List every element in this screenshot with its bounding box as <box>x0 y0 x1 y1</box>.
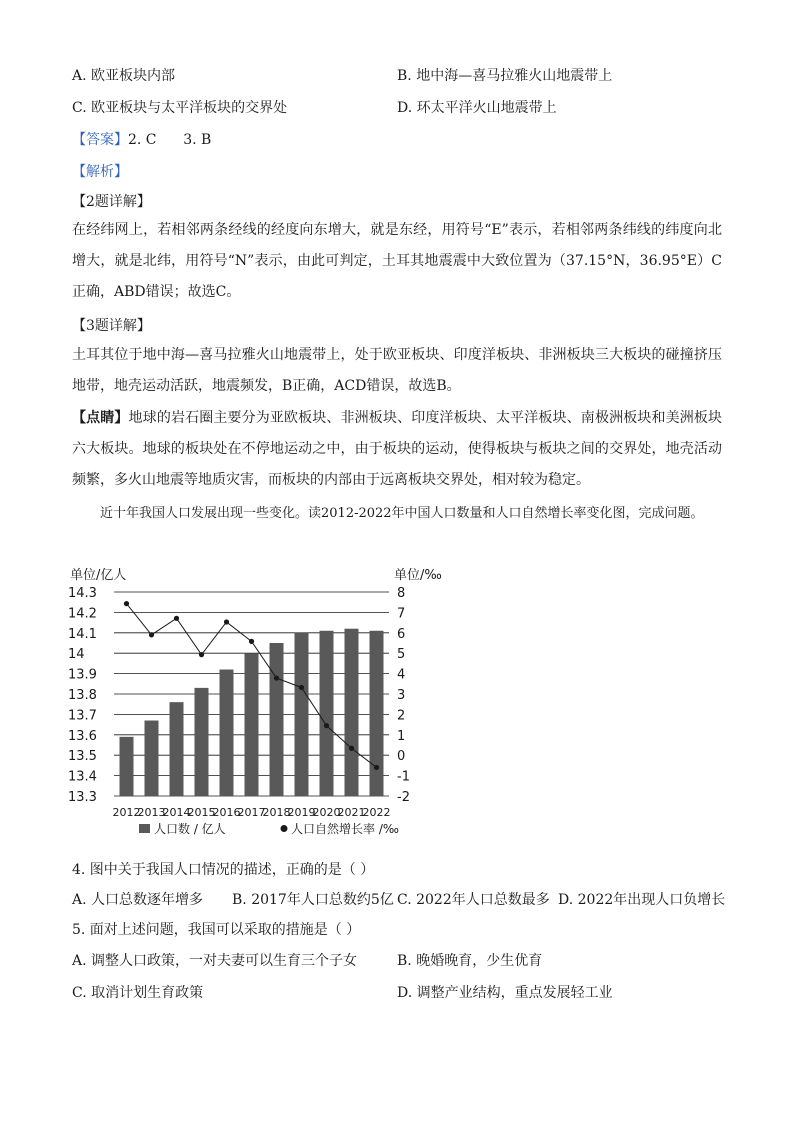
answer-text: 2. C 3. B <box>128 132 212 148</box>
q1-option-c: C. 欧亚板块与太平洋板块的交界处 <box>72 100 288 116</box>
y-tick-right: 6 <box>397 626 406 642</box>
y-tick-left: 14.2 <box>68 606 97 622</box>
legend-line-marker <box>281 825 288 832</box>
q5-option-d: D. 调整产业结构，重点发展轻工业 <box>397 985 613 1001</box>
y-tick-right: 0 <box>397 749 406 765</box>
q4-option-a: A. 人口总数逐年增多 <box>72 892 204 908</box>
line-point-2017 <box>249 639 254 644</box>
bar-2020 <box>320 631 334 796</box>
bar-2016 <box>220 670 234 796</box>
bar-2014 <box>170 702 184 796</box>
analysis-label: 【解析】 <box>72 164 128 180</box>
x-tick-label: 2016 <box>212 806 241 819</box>
question-intro <box>72 498 724 529</box>
y-tick-right: 7 <box>397 606 406 622</box>
y-tick-left: 13.9 <box>68 667 97 683</box>
x-tick-label: 2022 <box>362 806 391 819</box>
y-tick-left: 13.6 <box>68 728 97 744</box>
q1-option-a: A. 欧亚板块内部 <box>72 68 176 84</box>
line-point-2015 <box>199 652 204 657</box>
legend-line-label: 人口自然增长率 /‰ <box>291 822 399 836</box>
tip-label: 【点睛】 <box>72 410 129 426</box>
x-tick-label: 2015 <box>187 806 216 819</box>
y-tick-left: 14 <box>68 647 85 663</box>
bar-2015 <box>195 688 209 796</box>
x-tick-label: 2013 <box>137 806 166 819</box>
population-chart <box>66 562 456 844</box>
chart-legend <box>139 821 399 836</box>
y-tick-right: 5 <box>397 647 406 663</box>
y-tick-right: -1 <box>397 769 410 785</box>
x-tick-label: 2012 <box>112 806 141 819</box>
line-point-2013 <box>149 632 154 637</box>
x-tick-label: 2019 <box>287 806 316 819</box>
q4-option-d: D. 2022年出现人口负增长 <box>558 892 726 908</box>
intro-text: 近十年我国人口发展出现一些变化。读2012-2022年中国人口数量和人口自然增长率变化图，完成问题。 <box>100 506 704 521</box>
y-tick-right: 1 <box>397 728 406 744</box>
line-point-2014 <box>174 616 179 621</box>
chart-ylabel-left: 单位/亿人 <box>70 568 127 583</box>
legend-bar-swatch <box>139 824 150 833</box>
line-point-2016 <box>224 619 229 624</box>
x-tick-label: 2021 <box>337 806 366 819</box>
bar-2019 <box>295 633 309 796</box>
chart-ticks <box>68 586 410 819</box>
chart-bars <box>120 629 384 796</box>
tip-text: 地球的岩石圈主要分为亚欧板块、非洲板块、印度洋板块、太平洋板块、南极洲板块和美洲板块六大板块。地球的板块处在不停地运动之中，由于板块的运动，使得板块与板块之间的交界处，地壳活动频繁，多火山地震等地质灾害，而板块的内部由于远离板块交界处，相对较为稳定。 <box>72 410 723 488</box>
line-point-2021 <box>349 746 354 751</box>
chart-ylabel-right: 单位/‰ <box>394 568 442 583</box>
answer-label: 【答案】 <box>72 132 128 148</box>
line-point-2022 <box>374 765 379 770</box>
y-tick-left: 13.5 <box>68 749 97 765</box>
line-point-2020 <box>324 723 329 728</box>
x-tick-label: 2014 <box>162 806 191 819</box>
y-tick-left: 13.7 <box>68 708 97 724</box>
tip-paragraph <box>72 403 722 496</box>
line-point-2019 <box>299 685 304 690</box>
bar-2022 <box>370 631 384 796</box>
y-tick-left: 13.8 <box>68 688 97 703</box>
q1-option-d: D. 环太平洋火山地震带上 <box>397 100 557 116</box>
bar-2017 <box>245 653 259 796</box>
detail3-text: 土耳其位于地中海—喜马拉雅火山地震带上，处于欧亚板块、印度洋板块、非洲板块三大板块的碰撞挤压地带，地壳运动活跃，地震频发，B正确，ACD错误，故选B。 <box>72 347 722 394</box>
answer-line <box>72 130 211 150</box>
q4-stem: 4. 图中关于我国人口情况的描述，正确的是（ ） <box>72 862 375 878</box>
q5-option-a: A. 调整人口政策，一对夫妻可以生育三个子女 <box>72 953 358 969</box>
x-tick-label: 2020 <box>312 806 341 819</box>
y-tick-left: 13.3 <box>68 790 97 805</box>
bar-2021 <box>345 629 359 796</box>
detail2-label: 【2题详解】 <box>72 194 151 210</box>
q4-option-b: B. 2017年人口总数约5亿 <box>232 892 394 908</box>
y-tick-left: 13.4 <box>68 769 97 785</box>
q5-option-b: B. 晚婚晚育，少生优育 <box>397 953 543 969</box>
q5-option-c: C. 取消计划生育政策 <box>72 985 204 1001</box>
x-tick-label: 2017 <box>237 806 266 819</box>
y-tick-right: -2 <box>397 790 410 805</box>
q5-stem: 5. 面对上述问题，我国可以采取的措施是（ ） <box>72 922 361 938</box>
line-point-2012 <box>124 601 129 606</box>
y-tick-left: 14.3 <box>68 586 97 601</box>
y-tick-right: 8 <box>397 586 406 601</box>
y-tick-right: 2 <box>397 708 406 724</box>
y-tick-right: 3 <box>397 688 406 703</box>
detail3-label: 【3题详解】 <box>72 318 151 334</box>
q4-option-c: C. 2022年人口总数最多 <box>397 892 550 908</box>
x-tick-label: 2018 <box>262 806 291 819</box>
legend-bar-label: 人口数 / 亿人 <box>154 822 226 836</box>
bar-2018 <box>270 643 284 796</box>
detail2-text: 在经纬网上，若相邻两条经线的经度向东增大，就是东经，用符号“E”表示，若相邻两条纬线的纬度向北增大，就是北纬，用符号“N”表示，由此可判定，土耳其地震震中大致位置为（37.15°N，36.95°E）C正确，ABD错误；故选C。 <box>72 222 722 300</box>
q1-option-b: B. 地中海—喜马拉雅火山地震带上 <box>397 68 613 84</box>
bar-2012 <box>120 737 134 796</box>
bar-2013 <box>145 721 159 796</box>
y-tick-left: 14.1 <box>68 626 97 642</box>
line-point-2018 <box>274 675 279 680</box>
y-tick-right: 4 <box>397 667 406 683</box>
